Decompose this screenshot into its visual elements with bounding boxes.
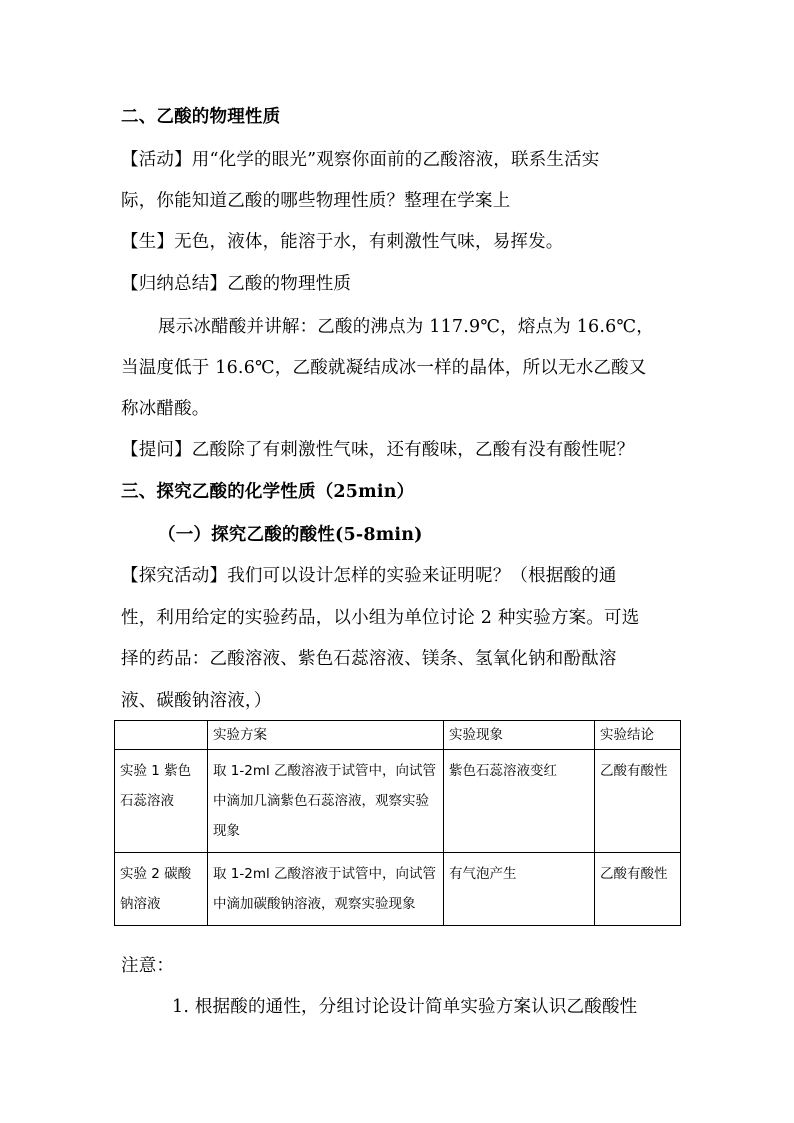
question-line: 【提问】乙酸除了有刺激性气味，还有酸味，乙酸有没有酸性呢？ xyxy=(121,440,635,460)
demo-line-1: 展示冰醋酸并讲解：乙酸的沸点为 117.9℃，熔点为 16.6℃， xyxy=(158,317,654,337)
experiment-name: 实验 2 碳酸钠溶液 xyxy=(115,853,208,926)
student-answer: 【生】无色，液体，能溶于水，有刺激性气味，易挥发。 xyxy=(121,232,564,252)
table-row xyxy=(115,750,681,853)
experiment-table xyxy=(114,720,681,926)
experiment-conclusion: 乙酸有酸性 xyxy=(595,750,681,853)
summary-label: 【归纳总结】乙酸的物理性质 xyxy=(121,274,352,294)
experiment-phenomenon: 有气泡产生 xyxy=(444,853,595,926)
experiment-name: 实验 1 紫色石蕊溶液 xyxy=(115,750,208,853)
activity-line-2: 际，你能知道乙酸的哪些物理性质？整理在学案上 xyxy=(121,191,511,211)
table-row xyxy=(115,853,681,926)
section3-heading: 三、探究乙酸的化学性质（25min） xyxy=(121,482,415,502)
demo-line-2: 当温度低于 16.6℃，乙酸就凝结成冰一样的晶体，所以无水乙酸又 xyxy=(121,358,647,378)
experiment-conclusion: 乙酸有酸性 xyxy=(595,853,681,926)
table-header-cell xyxy=(115,721,208,750)
experiment-plan: 取 1-2ml 乙酸溶液于试管中，向试管中滴加几滴紫色石蕊溶液，观察实验现象 xyxy=(208,750,444,853)
experiment-plan: 取 1-2ml 乙酸溶液于试管中，向试管中滴加碳酸钠溶液，观察实验现象 xyxy=(208,853,444,926)
demo-line-3: 称冰醋酸。 xyxy=(121,399,210,419)
table-header-cell: 实验结论 xyxy=(595,721,681,750)
section3-subheading: （一）探究乙酸的酸性(5-8min) xyxy=(158,525,423,545)
activity-line-1: 【活动】用“化学的眼光”观察你面前的乙酸溶液，联系生活实 xyxy=(121,150,600,170)
explore-line-1: 【探究活动】我们可以设计怎样的实验来证明呢？（根据酸的通 xyxy=(121,566,617,586)
table-header-cell: 实验现象 xyxy=(444,721,595,750)
table-header-row xyxy=(115,721,681,750)
notes-item-1: 1. 根据酸的通性，分组讨论设计简单实验方案认识乙酸酸性 xyxy=(172,997,638,1017)
experiment-phenomenon: 紫色石蕊溶液变红 xyxy=(444,750,595,853)
notes-label: 注意： xyxy=(121,956,175,976)
explore-line-4: 液、碳酸钠溶液，） xyxy=(121,691,272,711)
section2-heading: 二、乙酸的物理性质 xyxy=(121,107,281,127)
explore-line-3: 择的药品：乙酸溶液、紫色石蕊溶液、镁条、氢氧化钠和酚酞溶 xyxy=(121,649,617,669)
explore-line-2: 性，利用给定的实验药品，以小组为单位讨论 2 种实验方案。可选 xyxy=(121,608,640,628)
table-header-cell: 实验方案 xyxy=(208,721,444,750)
